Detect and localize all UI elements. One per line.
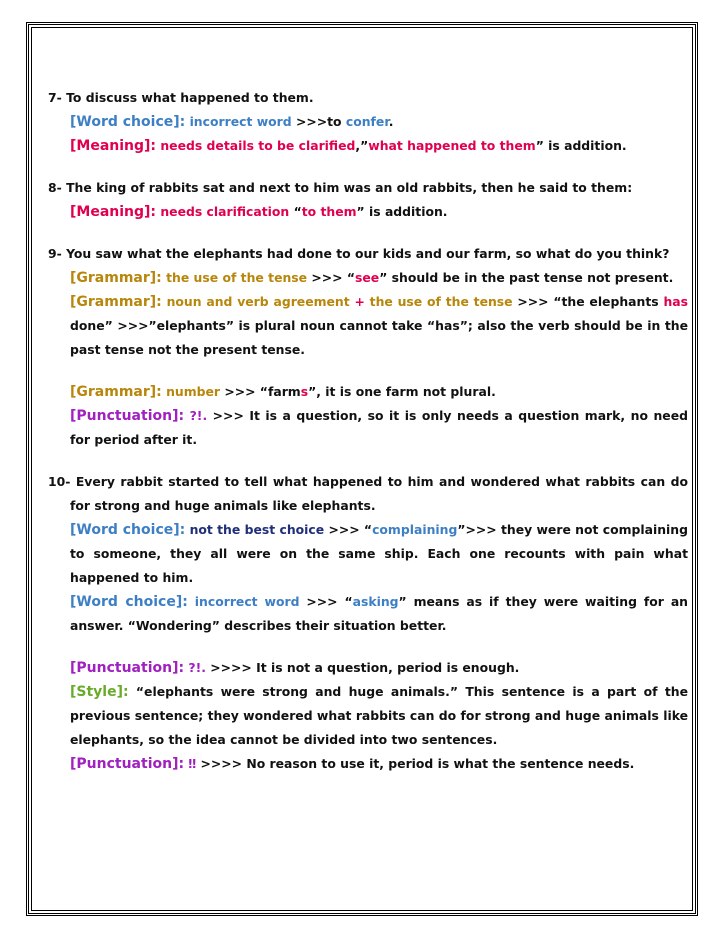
comment-text: >>> It is a question, so it is only needs a question mark, no need [207,408,688,423]
quoted-phrase: to them [301,204,357,219]
meaning-tag: [Meaning]: [70,138,157,154]
style-tag: [Style]: [70,684,129,700]
item-7-meaning-comment [48,134,688,158]
punctuation-tag: [Punctuation]: [70,408,185,424]
item-8-meaning-comment [48,200,688,224]
comment-label: incorrect word [189,114,292,129]
punctuation-mark: ?!. [189,408,208,423]
punctuation-mark: ?!. [188,660,206,675]
item-10-style-comment-line-2: previous sentence; they wondered what rabbits can do for strong and huge animals like [70,708,688,723]
item-10-punctuation-comment-2 [48,752,688,776]
comment-text: ” is addition. [356,204,448,219]
comment-text: >>> “ [307,270,355,285]
grammar-tag: [Grammar]: [70,270,162,286]
quoted-word: complaining [372,522,458,537]
comment-text: >>>to [291,114,346,129]
comment-text: ” means as if they were waiting for an [398,594,688,609]
comment-text: >>> “the elephants [512,294,664,309]
word-choice-tag: [Word choice]: [70,114,186,130]
item-9-grammar-comment-2-line-3: past tense not the present tense. [70,342,305,357]
comment-text: >>> “farm [220,384,301,399]
comment-label: noun and verb agreement [166,294,350,309]
item-8-sentence: 8- The king of rabbits sat and next to him was an old rabbits, then he said to them: [48,180,633,195]
punctuation-tag: [Punctuation]: [70,660,185,676]
item-10-style-comment-line-3: elephants, so the idea cannot be divided into two sentences. [70,732,498,747]
comment-label: the use of the tense [166,270,308,285]
item-10-word-choice-comment-2-line-2: answer. “Wondering” describes their situation better. [70,618,447,633]
comment-text: ,” [355,138,369,153]
feedback-document [48,86,688,776]
item-10-word-choice-comment-1-line-2: to someone, they all were on the same ship. Each one recounts with pain what [70,546,688,561]
item-9-grammar-comment-1 [48,266,688,290]
punctuation-mark: ‼ [188,756,197,771]
comment-text: >>> “ [324,522,373,537]
item-9-punctuation-comment [48,404,688,428]
comment-text: ”, it is one farm not plural. [308,384,496,399]
word-choice-tag: [Word choice]: [70,522,186,538]
item-9-sentence: 9- You saw what the elephants had done to our kids and our farm, so what do you think? [48,246,670,261]
comment-label: number [166,384,221,399]
item-10-sentence-line-2: for strong and huge animals like elephants. [70,498,376,513]
punctuation-tag: [Punctuation]: [70,756,185,772]
item-9-grammar-comment-2-line-2: done” >>>”elephants” is plural noun cannot take “has”; also the verb should be in the [70,318,688,333]
comment-label: not the best choice [189,522,325,537]
plus-sign: + [349,294,370,309]
comment-text: ” is addition. [535,138,627,153]
comment-label: needs details to be clarified [160,138,356,153]
item-10-word-choice-comment-2 [48,590,688,614]
comment-text: ”>>> they were not complaining [457,522,688,537]
item-7-word-choice-comment [48,110,688,134]
item-7-sentence: 7- To discuss what happened to them. [48,90,314,105]
comment-label: the use of the tense [369,294,513,309]
item-9-punctuation-comment-line-2: for period after it. [70,432,198,447]
quoted-word: asking [352,594,399,609]
comment-label: incorrect word [194,594,300,609]
comment-text: >>>> No reason to use it, period is what the sentence needs. [196,756,635,771]
item-9-grammar-comment-3 [48,380,688,404]
item-9-grammar-comment-2 [48,290,688,314]
quoted-word: see [355,270,380,285]
meaning-tag: [Meaning]: [70,204,157,220]
comment-text: “ [289,204,302,219]
grammar-tag: [Grammar]: [70,384,162,400]
item-10-punctuation-comment-1 [48,656,688,680]
comment-text: “elephants were strong and huge animals.” This sentence is a part of the [128,684,688,699]
item-10-sentence: 10- Every rabbit started to tell what happened to him and wondered what rabbits can do [48,474,688,489]
highlighted-letter: s [300,384,309,399]
word-choice-tag: [Word choice]: [70,594,188,610]
comment-text: >>>> It is not a question, period is enough. [205,660,520,675]
quoted-phrase: what happened to them [368,138,536,153]
comment-text: >>> “ [299,594,353,609]
comment-label: needs clarification [160,204,290,219]
item-10-word-choice-comment-1-line-3: happened to him. [70,570,194,585]
suggested-word: confer [345,114,389,129]
item-10-style-comment [48,680,688,704]
grammar-tag: [Grammar]: [70,294,162,310]
quoted-word: has [663,294,688,309]
item-10-word-choice-comment-1 [48,518,688,542]
comment-text: ” should be in the past tense not present. [379,270,674,285]
comment-text: . [388,114,394,129]
